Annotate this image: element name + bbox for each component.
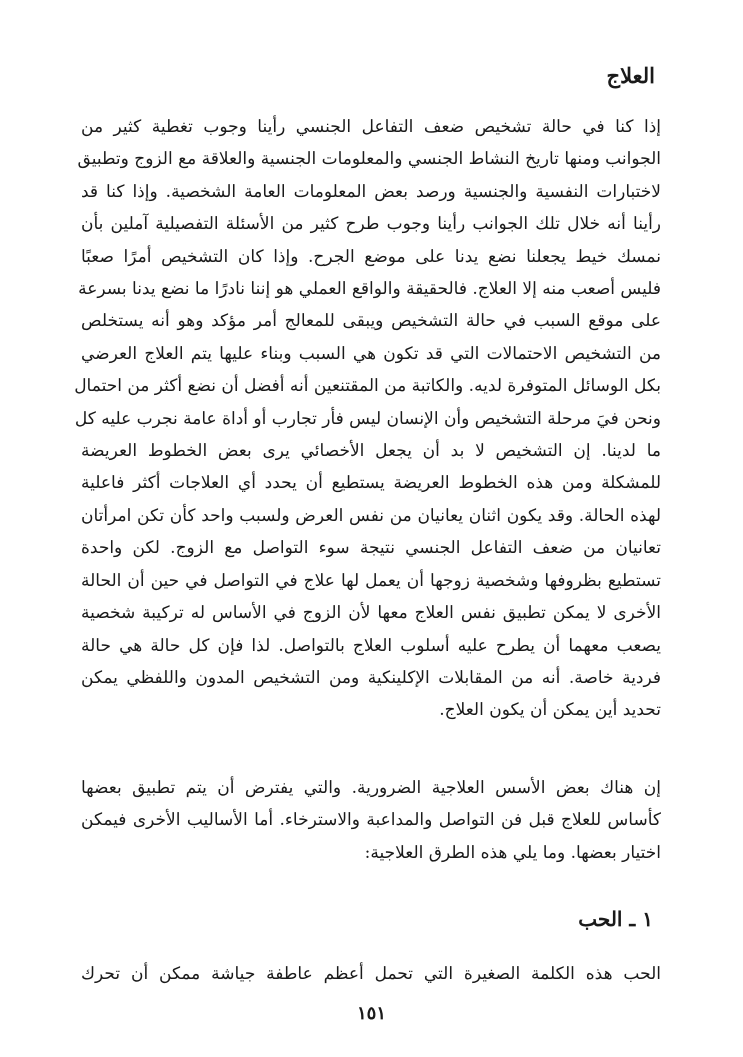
text-line: بكل الوسائل المتوفرة لديه. والكاتبة من المقتنعين أنه أفضل أن نضع أكثر من احتمال: [74, 376, 661, 397]
text-line: للمشكلة ومن هذه الخطوط العريضة يستطيع أن يحدد أي العلاجات أكثر فاعلية: [81, 473, 661, 494]
text-line: ما لدينا. إن التشخيص لا بد أن يجعل الأخصائي يرى بعض الخطوط العريضة: [81, 441, 661, 462]
text-line: لهذه الحالة. وقد يكون اثنان يعانيان من نفس العرض ولسبب واحد كأن تكن امرأتان: [81, 505, 661, 526]
text-line: الحب هذه الكلمة الصغيرة التي تحمل أعظم عاطفة جياشة ممكن أن تحرك: [81, 964, 661, 984]
text-line: رأينا أنه خلال تلك الجوانب رأينا وجوب طرح كثير من الأسئلة التفصيلية آملين بأن: [81, 214, 661, 235]
text-line: ونحن فيَ مرحلة التشخيص وأن الإنسان ليس فأر تجارب أو أداة عامة نجرب عليه كل: [74, 408, 661, 429]
text-line: نمسك خيط يجعلنا نضع يدنا على موضع الجرح. وإذا كان التشخيص أمرًا صعبًا: [81, 246, 661, 267]
text-line: تحديد أين يمكن أن يكون العلاج.: [439, 700, 661, 721]
paragraph-love: [81, 958, 661, 990]
paragraph-therapeutic-foundations: [81, 772, 661, 869]
text-line: كأساس للعلاج قبل فن التواصل والمداعبة والاسترخاء. أما الأساليب الأخرى فيمكن: [81, 810, 661, 831]
text-line: تستطيع بظروفها وشخصية زوجها أن يعمل لها علاج في التواصل في حين أن الحالة: [81, 570, 661, 591]
text-line: لاختبارات النفسية والجنسية ورصد بعض المعلومات العامة الشخصية. وإذا كنا قد: [81, 181, 661, 202]
text-line: يصعب معهما أن يطرح عليه أسلوب العلاج بالتواصل. لذا فإن كل حالة هي حالة: [81, 635, 661, 656]
page-number: ١٥١: [356, 1003, 386, 1024]
text-line: فليس أصعب منه إلا العلاج. فالحقيقة والواقع العملي هو إننا نادرًا ما نضع يدنا بسرعة: [78, 279, 661, 300]
text-line: إن هناك بعض الأسس العلاجية الضرورية. والتي يفترض أن يتم تطبيق بعضها: [81, 778, 661, 798]
text-line: الجوانب ومنها تاريخ النشاط الجنسي والمعلومات الجنسية والعلاقة مع الزوج وتطبيق: [77, 149, 661, 170]
section-title: العلاج: [606, 63, 655, 88]
text-line: على موقع السبب في حالة التشخيص ويبقى للمعالج أمر مؤكد وهو أنه يستخلص: [81, 311, 661, 332]
paragraph-treatment-intro: [74, 111, 661, 727]
text-line: الأخرى لا يمكن تطبيق نفس العلاج معها لأن الزوج في الأساس له تركيبة شخصية: [81, 603, 661, 624]
text-line: إذا كنا في حالة تشخيص ضعف التفاعل الجنسي رأينا وجوب تغطية كثير من: [81, 117, 661, 137]
text-line: اختيار بعضها. وما يلي هذه الطرق العلاجية:: [364, 842, 661, 863]
text-line: فردية خاصة. أنه من المقابلات الإكلينكية ومن التشخيص المدون واللفظي يمكن: [81, 667, 661, 688]
text-line: تعانيان من ضعف التفاعل الجنسي نتيجة سوء التواصل مع الزوج. لكن واحدة: [81, 538, 661, 559]
subsection-title-love: ١ ـ الحب: [578, 907, 653, 931]
text-line: من التشخيص الاحتمالات التي قد تكون هي السبب وبناء عليها يتم العلاج العرضي: [81, 343, 661, 364]
